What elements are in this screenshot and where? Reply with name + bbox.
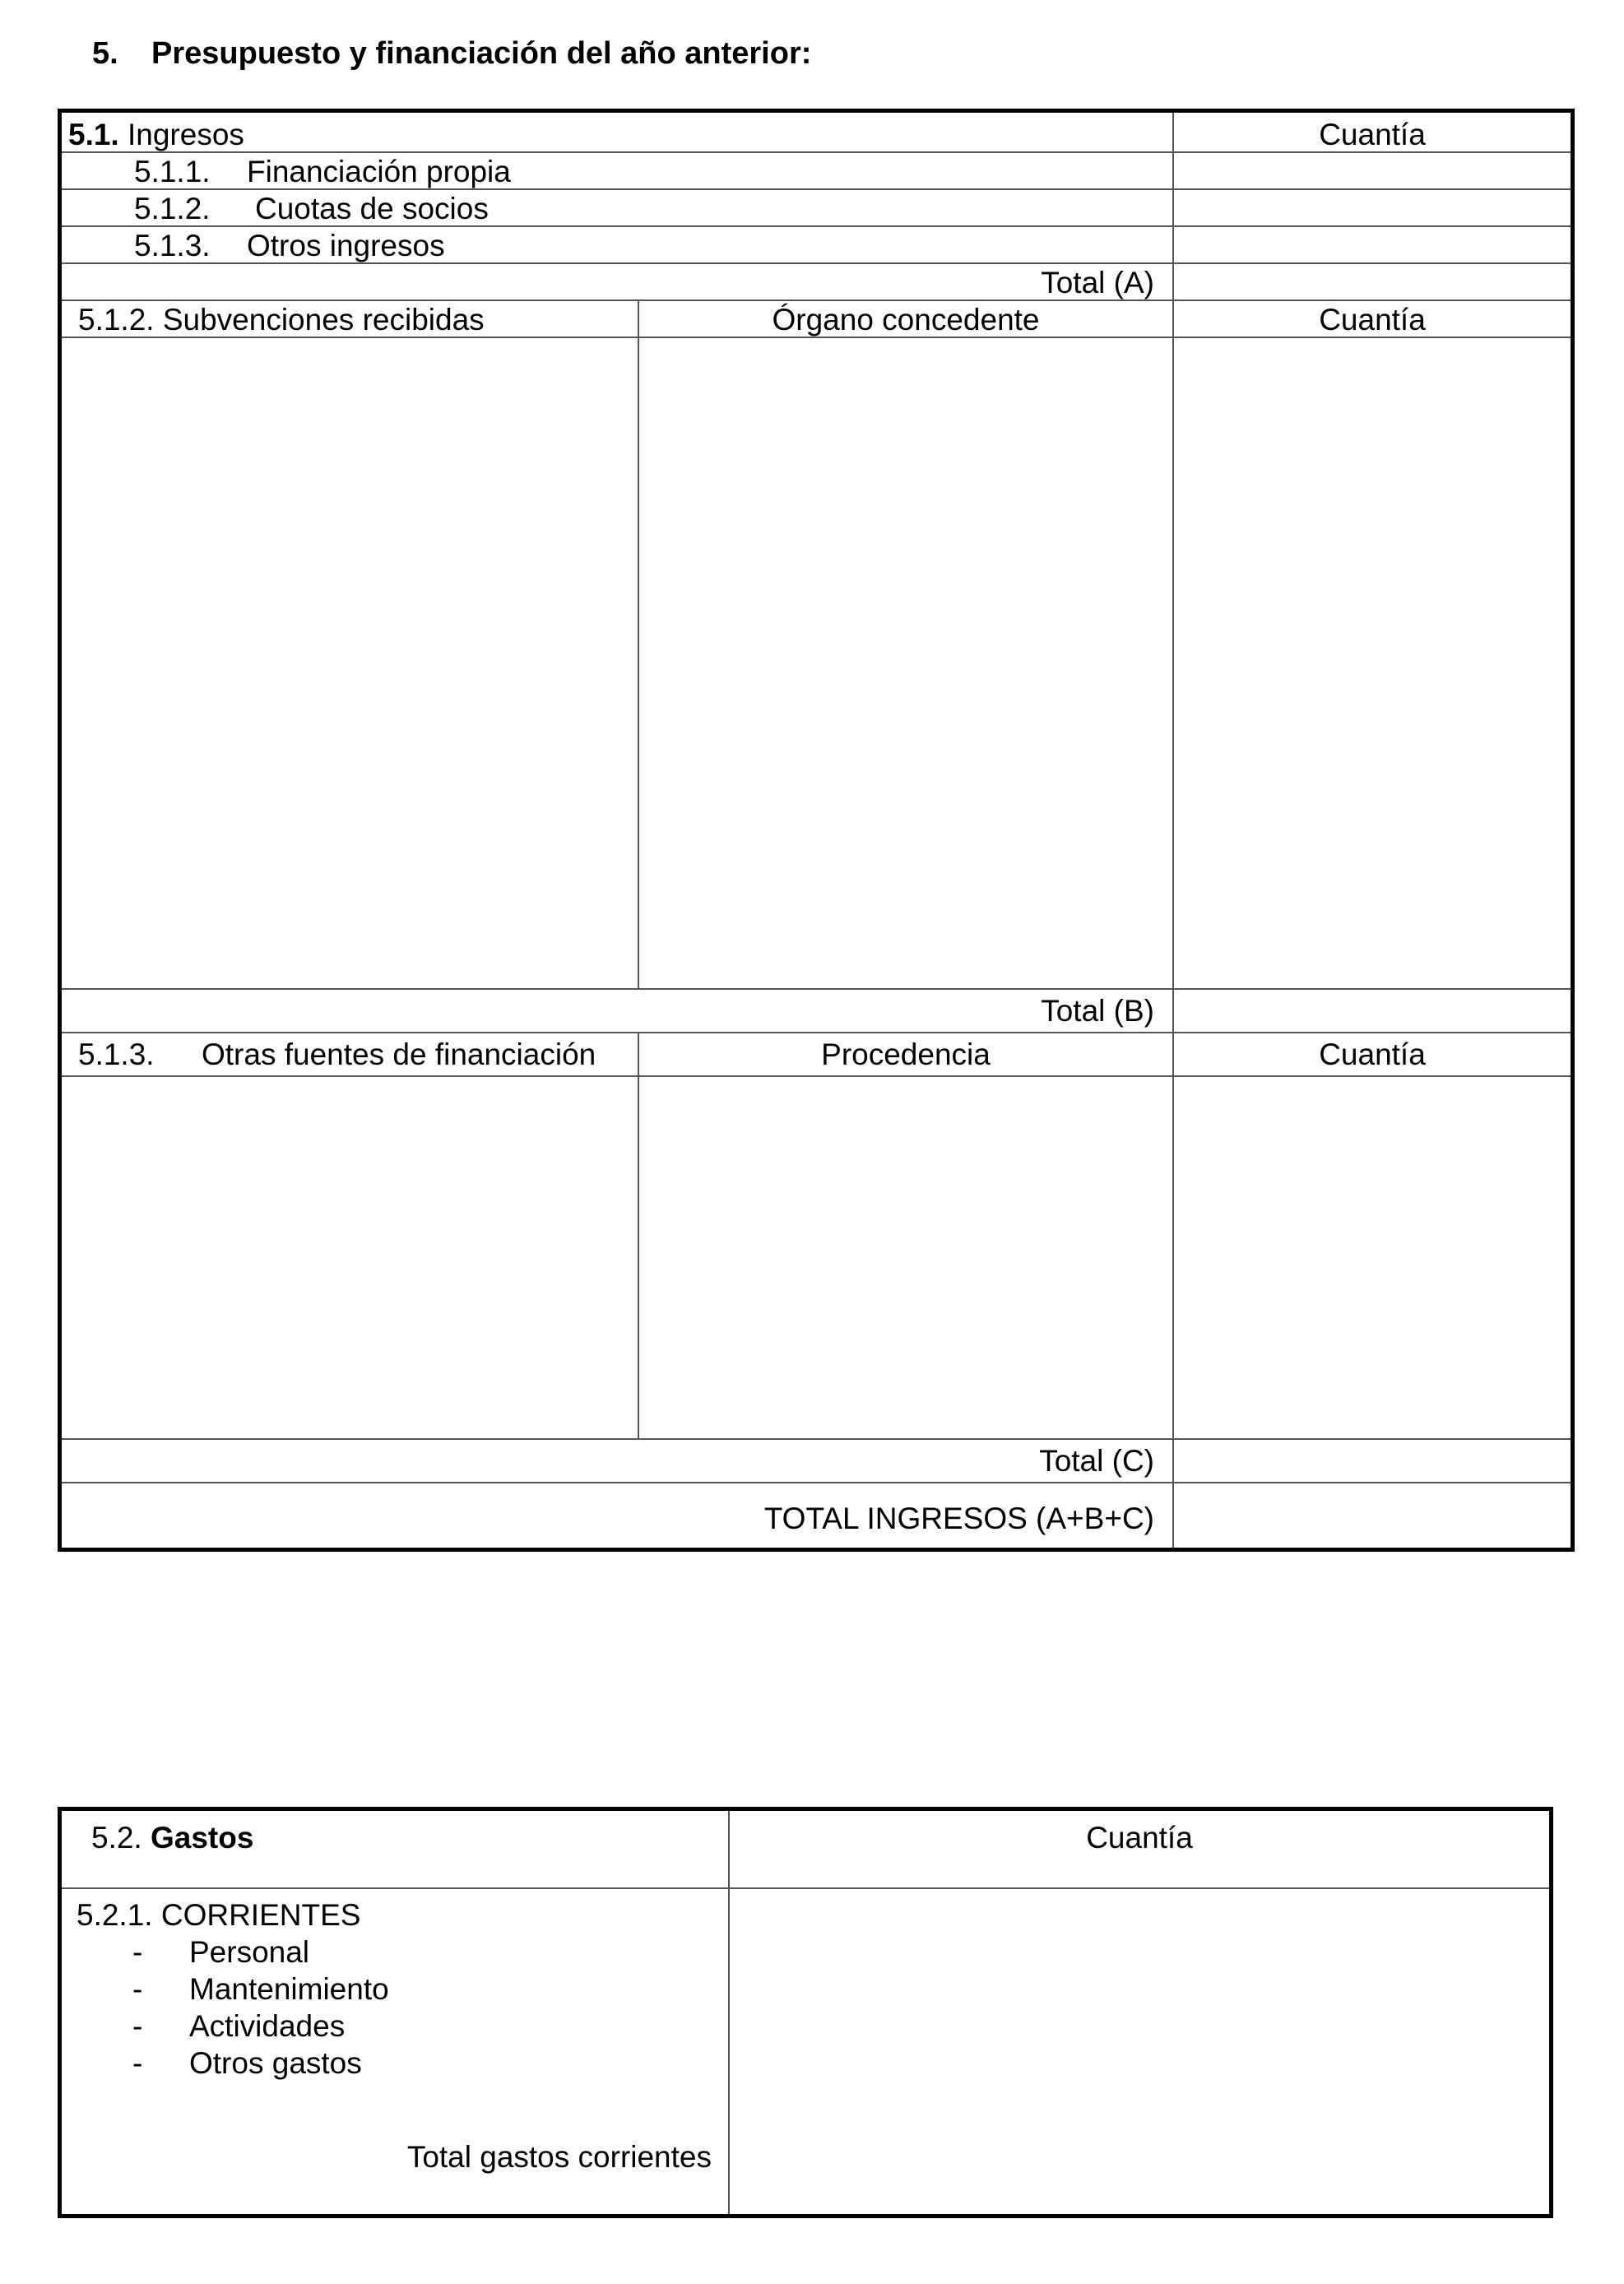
- total-a-label: Total (A): [1041, 266, 1154, 299]
- row-divider: [62, 988, 1571, 990]
- otras-fuentes-label: Otras fuentes de financiación: [202, 1038, 596, 1071]
- subvenciones-cuantia-header: Cuantía: [1319, 303, 1426, 337]
- column-divider: [728, 1811, 730, 2214]
- row-divider: [62, 1075, 1571, 1077]
- ingresos-header: [68, 119, 244, 150]
- total-b-label: Total (B): [1041, 994, 1154, 1028]
- gastos-table: [58, 1807, 1553, 2218]
- ingreso-item-number: 5.1.2.: [134, 192, 211, 225]
- row-divider: [62, 1482, 1571, 1483]
- row-divider: [62, 1438, 1571, 1440]
- otras-cuantia-header: Cuantía: [1319, 1038, 1426, 1071]
- subvenciones-label: 5.1.2. Subvenciones recibidas: [78, 303, 485, 337]
- gasto-item-label: Actividades: [189, 2009, 346, 2043]
- gasto-item-dash: -: [132, 2046, 143, 2080]
- row-divider: [62, 188, 1571, 190]
- gasto-item-label: Personal: [189, 1935, 310, 1969]
- procedencia-header: Procedencia: [821, 1038, 991, 1071]
- row-divider: [62, 1032, 1571, 1033]
- total-ingresos-label: TOTAL INGRESOS (A+B+C): [763, 1502, 1154, 1535]
- section-number: 5.: [92, 36, 118, 71]
- column-divider: [638, 1032, 639, 1438]
- ingresos-header-number: 5.1.: [68, 118, 119, 151]
- row-divider: [62, 262, 1571, 264]
- gastos-cuantia-header: Cuantía: [1086, 1821, 1193, 1855]
- ingresos-table: [58, 109, 1575, 1552]
- corrientes-label: 5.2.1. CORRIENTES: [77, 1898, 361, 1932]
- ingresos-header-label: Ingresos: [128, 118, 244, 151]
- section-title: [92, 36, 811, 72]
- row-divider: [62, 337, 1571, 338]
- gastos-header-label: Gastos: [151, 1821, 254, 1855]
- gastos-header-number: 5.2.: [91, 1821, 142, 1855]
- gasto-item-dash: -: [132, 2009, 143, 2043]
- gastos-header: [91, 1822, 253, 1853]
- ingreso-item-label: Cuotas de socios: [255, 192, 489, 225]
- total-c-label: Total (C): [1039, 1444, 1154, 1478]
- row-divider: [62, 225, 1571, 227]
- row-divider: [62, 1887, 1549, 1889]
- gasto-item-dash: -: [132, 1972, 143, 2006]
- gasto-item-label: Mantenimiento: [189, 1972, 389, 2006]
- ingreso-item-label: Financiación propia: [247, 155, 511, 188]
- row-divider: [62, 151, 1571, 153]
- section-title-text: Presupuesto y financiación del año anterior:: [151, 36, 812, 71]
- organo-concedente-header: Órgano concedente: [772, 303, 1040, 337]
- row-divider: [62, 299, 1571, 301]
- ingreso-item-number: 5.1.3.: [134, 229, 211, 262]
- otras-fuentes-number: 5.1.3.: [78, 1038, 155, 1071]
- gasto-item-label: Otros gastos: [189, 2046, 362, 2080]
- ingreso-item-number: 5.1.1.: [134, 155, 211, 188]
- total-gastos-corrientes-label: Total gastos corrientes: [406, 2140, 712, 2174]
- column-divider: [638, 299, 639, 988]
- gasto-item-dash: -: [132, 1935, 143, 1969]
- ingreso-item-label: Otros ingresos: [247, 229, 445, 262]
- cuantia-header: Cuantía: [1319, 118, 1426, 151]
